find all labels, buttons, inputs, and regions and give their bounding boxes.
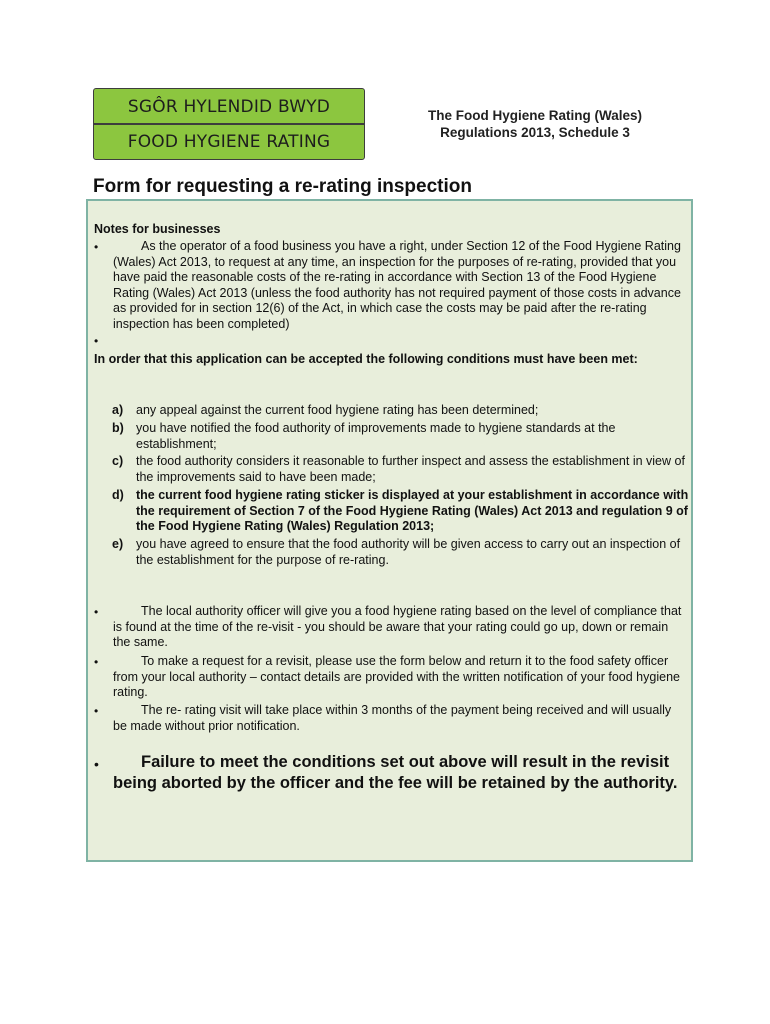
intro-paragraph: As the operator of a food business you have a right, under Section 12 of the Food Hygiene Rating (Wales) Act 2013, to request at any time, an inspection for the purposes of re-rating, provided that you have paid the reasonable costs of the re-rating in accordance with Section 13 of the Food Hygiene Rating (Wales) Act 2013 (unless the food authority has not required payment of those costs in advance as provided for in section 12(6) of the Act, in which case the costs may be paid after the re-rating inspection has been completed) <box>113 239 681 331</box>
condition-label: c) <box>112 454 124 468</box>
condition-item: you have notified the food authority of improvements made to hygiene standards at the establishment; <box>136 421 616 451</box>
bullet-item: The local authority officer will give you a food hygiene rating based on the level of compliance that is found at the time of the re-visit - you should be aware that your rating could go up, down or remain the same. <box>113 604 682 649</box>
regulation-line-1: The Food Hygiene Rating (Wales) <box>427 108 642 123</box>
bullet-icon: • <box>94 704 99 718</box>
notes-heading: Notes for businesses <box>94 222 221 236</box>
condition-label: a) <box>112 403 124 417</box>
condition-item: any appeal against the current food hygiene rating has been determined; <box>136 403 539 417</box>
empty-bullet-icon: • <box>94 334 99 348</box>
condition-item: the food authority considers it reasonable to further inspect and assess the establishment in view of the improvements said to have been made; <box>136 454 685 484</box>
bullet-icon: • <box>94 756 99 772</box>
condition-item: the current food hygiene rating sticker is displayed at your establishment in accordance with the requirement of Section 7 of the Food Hygiene Rating (Wales) Act 2013 and regulation 9 of the Food Hygiene Rating (Wales) Regulation 2013; <box>136 488 689 533</box>
regulation-reference <box>395 107 675 141</box>
food-hygiene-rating-logo <box>93 88 365 160</box>
bullet-icon: • <box>94 240 99 254</box>
regulation-line-2: Regulations 2013, Schedule 3 <box>440 125 630 140</box>
logo-english-text: FOOD HYGIENE RATING <box>127 132 331 152</box>
bullet-icon: • <box>94 605 99 619</box>
logo-welsh-text: SGÔR HYLENDID BWYD <box>127 97 331 117</box>
bullet-item: The re- rating visit will take place within 3 months of the payment being received and will usually be made without prior notification. <box>113 703 672 733</box>
conditions-heading: In order that this application can be accepted the following conditions must have been met: <box>94 352 638 366</box>
condition-item: you have agreed to ensure that the food authority will be given access to carry out an inspection of the establishment for the purpose of re-rating. <box>136 537 681 567</box>
form-title: Form for requesting a re-rating inspection <box>93 176 472 197</box>
bullet-item: To make a request for a revisit, please use the form below and return it to the food safety officer from your local authority – contact details are provided with the written notification of your food hygiene rating. <box>113 654 680 699</box>
failure-warning: Failure to meet the conditions set out above will result in the revisit being aborted by the officer and the fee will be retained by the authority. <box>113 753 678 792</box>
bullet-icon: • <box>94 655 99 669</box>
notes-panel <box>86 199 693 862</box>
condition-label: d) <box>112 488 124 502</box>
condition-label: e) <box>112 537 124 551</box>
condition-label: b) <box>112 421 124 435</box>
